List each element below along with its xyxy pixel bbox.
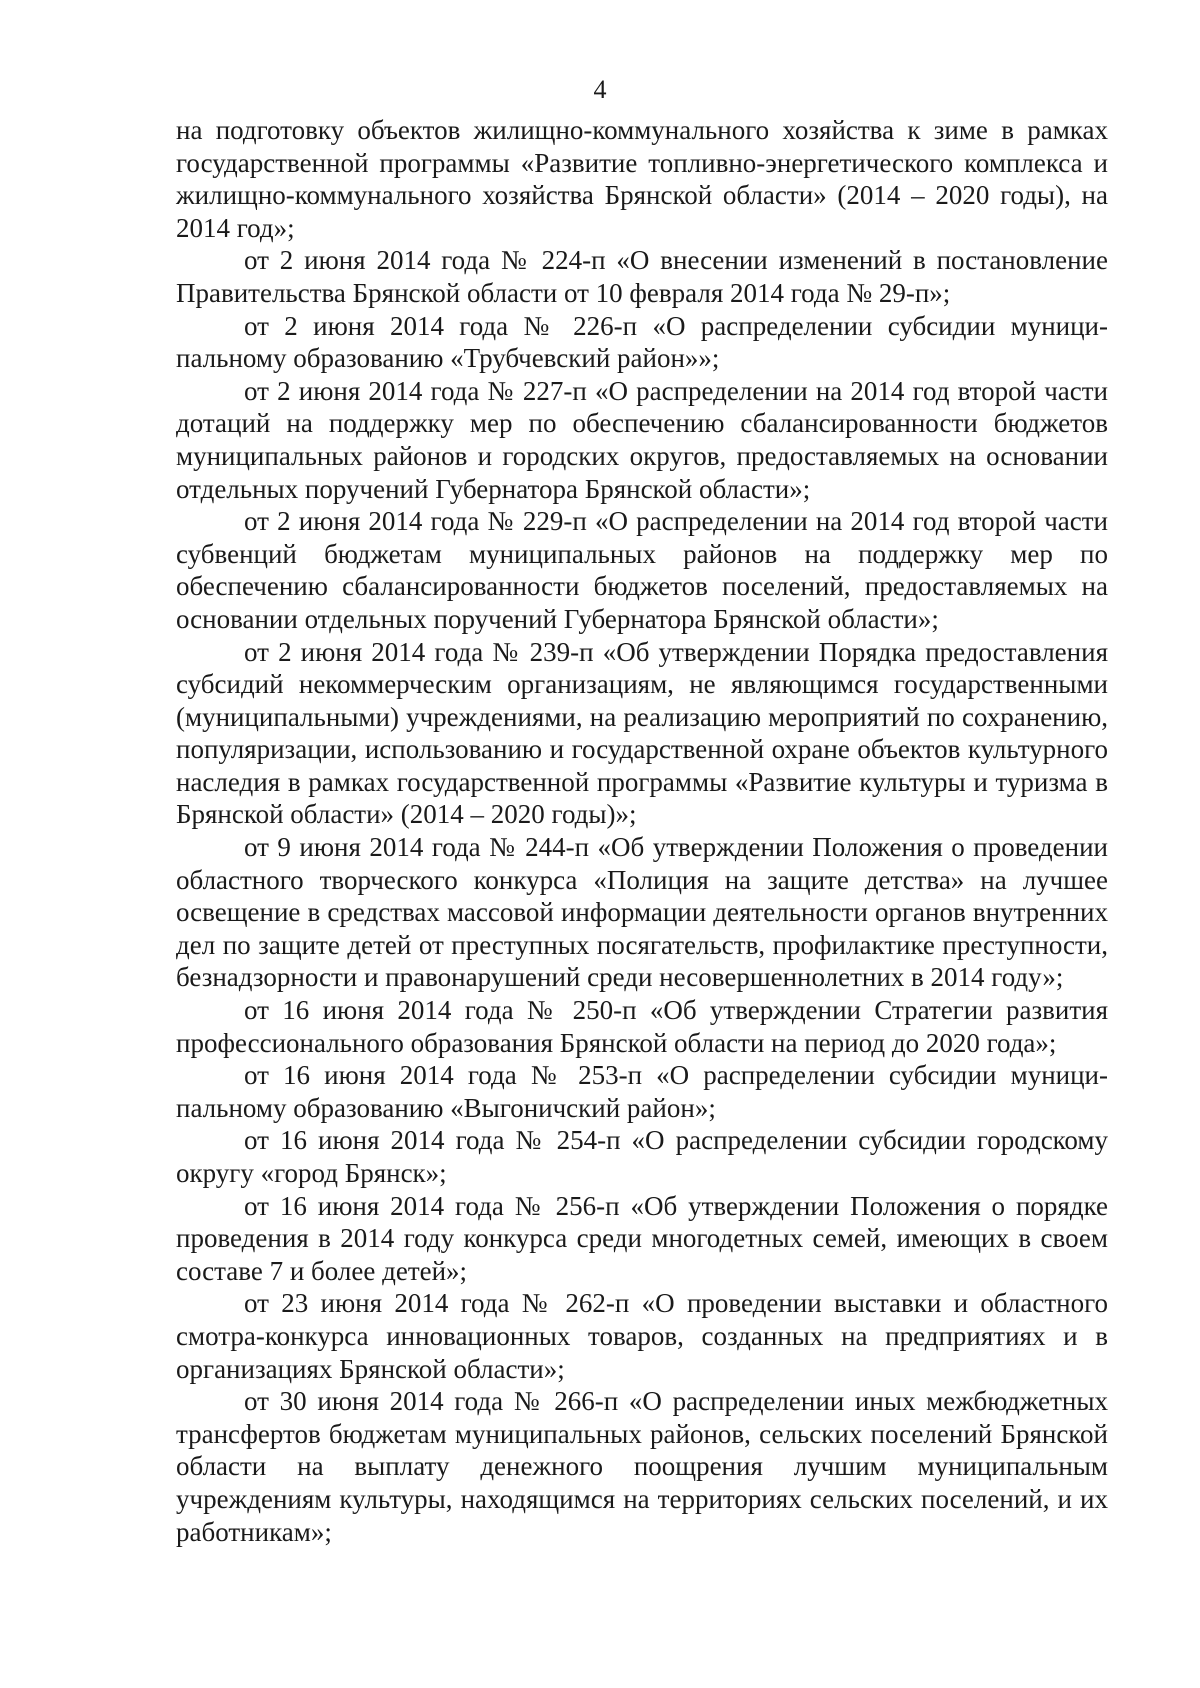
- resolution-item-244: от 9 июня 2014 года № 244-п «Об утверждении Положения о проведении областного творческого конкурса «Полиция на защите детства» на лучшее освещение в средствах массовой информации деятельности органов внутренних дел по защите детей от преступных посягательств, профилактике преступности, безнадзорности и правонарушений среди несовершеннолетних в 2014 году»;: [176, 832, 1108, 993]
- paragraph-continuation: на подготовку объектов жилищно-коммунального хозяйства к зиме в рамках государственной программы «Развитие топливно-энергетического комплекса и жилищно-коммунального хозяйства Брянской области» (2014 – 2020 годы), на 2014 год»;: [176, 115, 1108, 243]
- resolution-item-254: от 16 июня 2014 года № 254-п «О распределении субсидии городскому округу «город Брянск»;: [176, 1125, 1108, 1188]
- resolution-item-226: от 2 июня 2014 года № 226-п «О распределении субсидии муниципальному образованию «Трубчевский район»»;: [176, 310, 1108, 374]
- document-body: [176, 114, 1108, 1548]
- resolution-item-256: от 16 июня 2014 года № 256-п «Об утверждении Положения о порядке проведения в 2014 году конкурса среди многодетных семей, имеющих в своем составе 7 и более детей»;: [176, 1190, 1108, 1286]
- resolution-item-239: от 2 июня 2014 года № 239-п «Об утверждении Порядка предоставления субсидий некоммерческим организациям, не являющимся государственными (муниципальными) учреждениями, на реализацию мероприятий по сохранению, популяризации, использованию и государственной охране объектов культурного наследия в рамках государственной программы «Развитие культуры и туризма в Брянской области» (2014 – 2020 годы)»;: [176, 636, 1108, 830]
- resolution-item-227: от 2 июня 2014 года № 227-п «О распределении на 2014 год второй части дотаций на поддержку мер по обеспечению сбалансированности бюджетов муниципальных районов и городских округов, предоставляемых на основании отдельных поручений Губернатора Брянской области»;: [176, 375, 1108, 504]
- resolution-item-262: от 23 июня 2014 года № 262-п «О проведении выставки и областного смотра-конкурса инновационных товаров, созданных на предприятиях и в организациях Брянской области»;: [176, 1288, 1108, 1384]
- resolution-item-266: от 30 июня 2014 года № 266-п «О распределении иных межбюджетных трансфертов бюджетам муниципальных районов, сельских поселений Брянской области на выплату денежного поощрения лучшим муниципальным учреждениям культуры, находящимся на территориях сельских поселений, и их работникам»;: [176, 1386, 1108, 1547]
- resolution-item-229: от 2 июня 2014 года № 229-п «О распределении на 2014 год второй части субвенций бюджетам муниципальных районов на поддержку мер по обеспечению сбалансированности бюджетов поселений, предоставляемых на основании отдельных поручений Губернатора Брянской области»;: [176, 506, 1108, 634]
- resolution-item-224: от 2 июня 2014 года № 224-п «О внесении изменений в постановление Правительства Брянской области от 10 февраля 2014 года № 29-п»;: [176, 245, 1108, 308]
- resolution-item-253: от 16 июня 2014 года № 253-п «О распределении субсидии муниципальному образованию «Выгоничский район»;: [176, 1060, 1108, 1123]
- resolution-item-250: от 16 июня 2014 года № 250-п «Об утверждении Стратегии развития профессионального образования Брянской области на период до 2020 года»;: [176, 995, 1108, 1058]
- page-number: 4: [593, 75, 607, 104]
